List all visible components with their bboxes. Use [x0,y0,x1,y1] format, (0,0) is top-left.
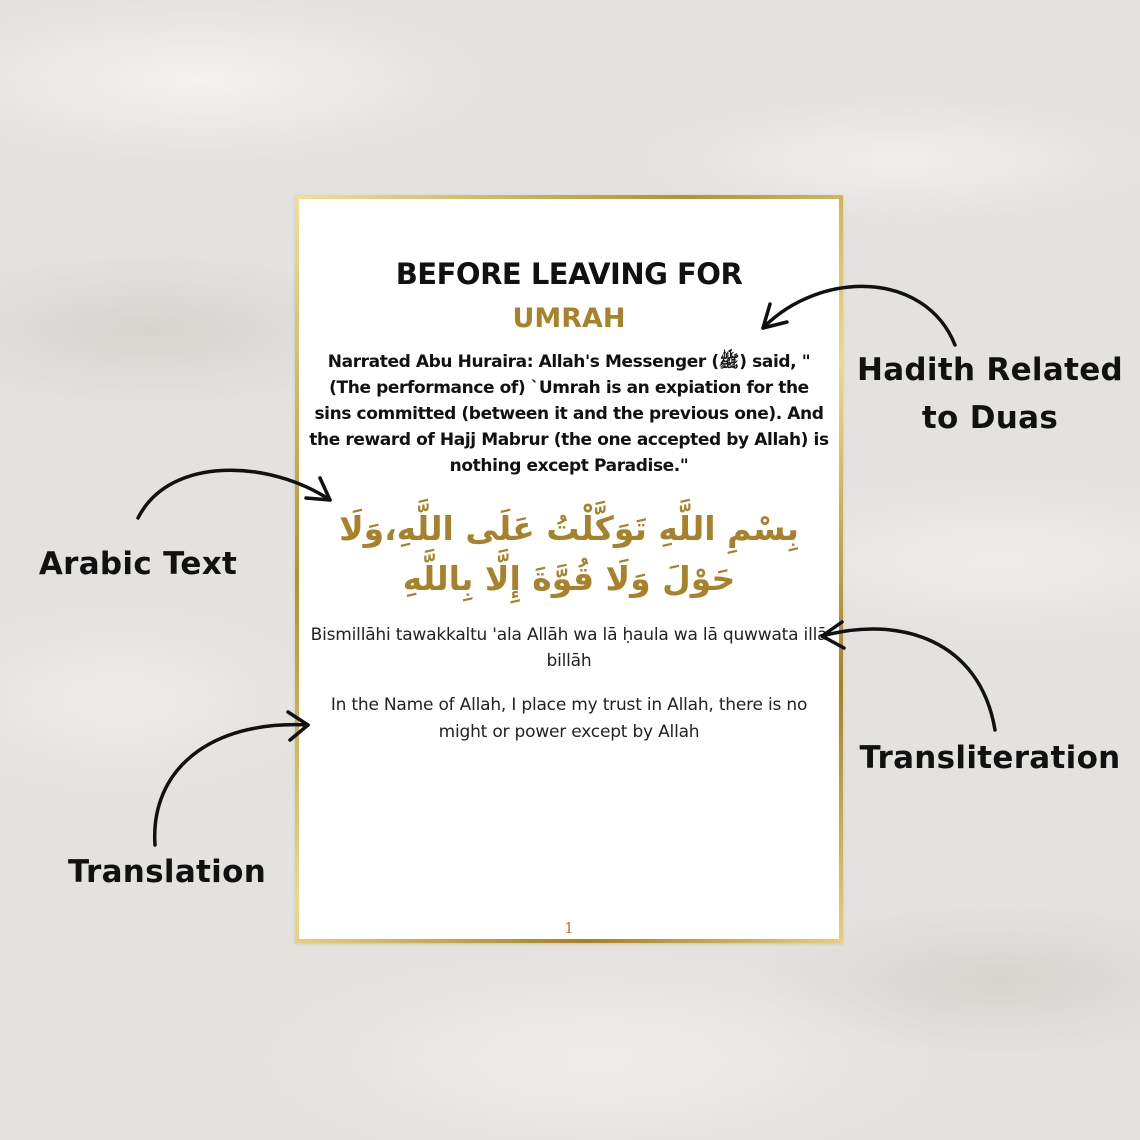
callout-arabic-label: Arabic Text [38,546,238,582]
page-number: 1 [564,919,574,937]
arabic-text: بِسْمِ اللَّهِ تَوَكَّلْتُ عَلَى اللَّهِ،وَلَا حَوْلَ وَلَا قُوَّةَ إِلَّا بِاللَّهِ [339,509,799,598]
callout-transliteration-label: Transliteration [859,740,1121,776]
translation-text: In the Name of Allah, I place my trust in Allah, there is no might or power except by Allah [330,695,808,742]
callout-hadith-label: Hadith Related to Duas [856,352,1124,436]
arrow-transliteration-icon [822,622,995,730]
hadith-text: Narrated Abu Huraira: Allah's Messenger (ﷺ) said, " (The performance of) `Umrah is an expiation for the sins committed (between it and the previous one). And the reward of Hajj Mabrur (the one accepted by Allah) is nothing except Paradise." [309,352,829,476]
arrow-translation-icon [155,712,308,845]
transliteration-text: Bismillāhi tawakkaltu 'ala Allāh wa lā ḥaula wa lā quwwata illā billāh [310,625,828,671]
page-content [299,199,839,939]
dua-page-card [295,195,843,943]
callout-translation-label: Translation [67,854,267,890]
page-subtitle: UMRAH [512,303,626,334]
page-title: BEFORE LEAVING FOR [395,257,743,291]
